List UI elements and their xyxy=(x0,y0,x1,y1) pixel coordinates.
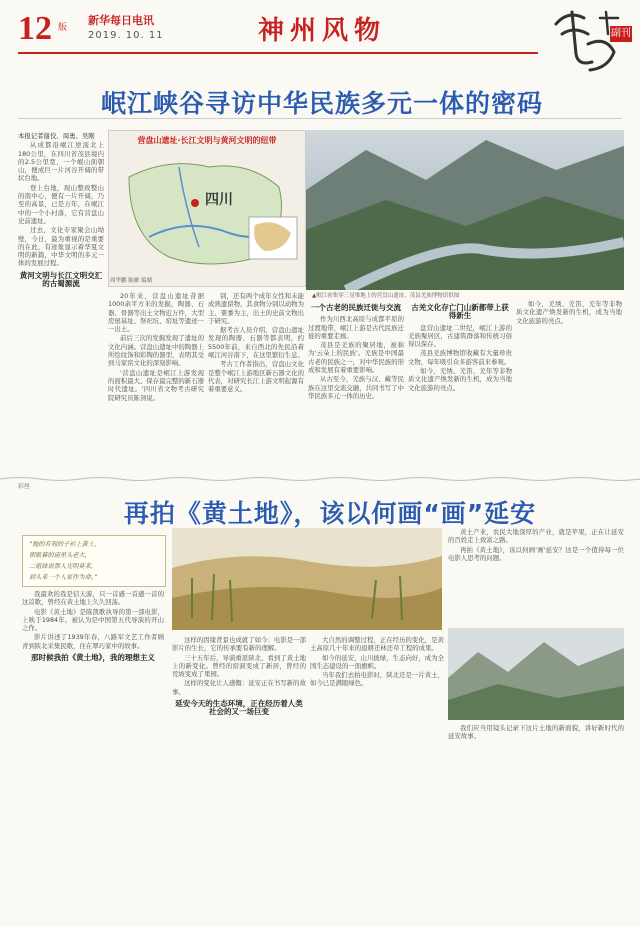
article2-column-3 xyxy=(310,636,444,920)
photo-caption: ▲岷江密集穿三星堆地上的营盘山遗址，茂县羌族博物馆供图 xyxy=(312,293,460,299)
article2-headline: 再拍《黄土地》，该以何画“画”延安 xyxy=(123,499,537,528)
loess-field-photo xyxy=(172,528,442,630)
mountain-photo xyxy=(448,628,624,720)
paragraph: 电影《黄土地》是陈凯歌执导的第一部电影，上映于1984年，被认为是中国第五代导演的开山之作。 xyxy=(22,607,164,633)
paragraph: 茂县是羌族的聚居地，被称为'云朵上的民族'。羌族是中国最古老的民族之一，对中华民族的形成和发展有着重要影响。 xyxy=(308,341,404,375)
article1-column-3 xyxy=(208,292,304,472)
paragraph: 如今，羌绣、羌笛、羌年等非物质文化遗产焕发新的生机，成为当地文化旅游的亮点。 xyxy=(516,300,622,325)
article2-byline: 彩丝 xyxy=(18,483,31,490)
publication-date: 2019. 10. 11 xyxy=(88,30,164,41)
article2-column-5 xyxy=(448,724,624,920)
article1-column-2 xyxy=(108,292,204,472)
paragraph: 别，还有两个成年女性和未能成熟遗留物，其食物分别以动物为主、粟黍为主，出土的史前文物出于研究。 xyxy=(208,292,304,325)
map-province-label: 四川 xyxy=(205,192,233,208)
paragraph: '营盘山遗址是岷江上游发现的面积最大、保存最完整的新石器时代遗址。'四川省文物考古研究院研究员陈剑说。 xyxy=(108,368,204,402)
map-title: 营盘山遗址·长江文明与黄河文明的纽带 xyxy=(137,136,277,145)
paragraph: 从成都沿岷江逆流北上180公里，在四川省茂县境内的2.5公里宽，一个岷山面朝山，便成巨一片河谷开阔的带状台地。 xyxy=(18,141,104,183)
paragraph: 从古至今，羌族与汉、藏等民族在这里交流交融，共同书写了中华民族多元一体的历史。 xyxy=(308,375,404,400)
paragraph: 据考古人员介绍，营盘山遗址发现的陶器、石器等都表明，约5500年前，来自西北的先民沿着岷江河谷南下，在这里繁衍生息。 xyxy=(208,326,304,360)
paragraph: 再拍《黄土地》，该以何画'画'延安？这是一个值得每一位电影人思考的问题。 xyxy=(448,545,624,562)
section-title: 神州风物 xyxy=(258,16,387,46)
supplement-badge: 副刊 xyxy=(610,26,632,42)
header-rule xyxy=(18,52,538,54)
article1-column-1 xyxy=(18,132,104,470)
poem-line: “抛的有刻的子衫上黄土， xyxy=(29,541,101,548)
paragraph: 大自然的调整过程，正在经历的变化，是黄土高原几十年来的退耕还林还草工程的成果。 xyxy=(310,636,444,653)
poem-box xyxy=(22,535,166,587)
article1-subhead-3: 古羌文化存亡门山新都带上获得新生 xyxy=(411,303,509,321)
article2-column-1 xyxy=(22,590,164,920)
poem-line: 到头来一个人家作为命。” xyxy=(29,574,98,581)
page-number-suffix: 版 xyxy=(58,23,68,33)
paragraph: 影片讲述了1939年春，八路军文艺工作者顾青到陕北采集民歌，住在翠巧家中的故事。 xyxy=(22,633,164,650)
paragraph: 如今的延安，山川披绿，生态向好，成为全国生态建设的一面旗帜。 xyxy=(310,653,444,670)
page-number: 12 xyxy=(18,10,52,47)
paragraph: 三十五年后，导演重返陕北，看到了黄土地上的新变化。曾经的窑洞变成了新居，曾经的荒坡变成了果园。 xyxy=(172,653,306,679)
article2-column-2 xyxy=(172,636,306,920)
article2-subhead-2: 延安今天的生态环境，正在经历着人类社会的又一场巨变 xyxy=(175,699,303,717)
article1-byline: 本报记者谢佼、周勇、吴刚 xyxy=(18,132,95,140)
paragraph: 我最欢的我是信天游，只一首感一首感一首的这首歌，曾经在黄土地上久久回荡。 xyxy=(22,590,164,607)
article1-column-4 xyxy=(308,300,404,472)
article1-column-5 xyxy=(408,300,512,472)
river-valley-photo xyxy=(306,130,624,290)
paragraph: 前后三次的发掘发现了遗址的文化内涵。营盘山遗址中的陶器上所绘纹饰和彩陶的器型，表明其受到马家窑文化的深刻影响。 xyxy=(108,334,204,368)
paragraph: 登上台地，现山整致整山的南中心，便有一片开阔，乃至的高景，已是万年，在岷江中的一个小村落，它有营盘山史前遗址。 xyxy=(18,183,104,225)
map-credit: 周华鹏 陈雁 编制 xyxy=(110,278,152,284)
paragraph: 如今，羌绣、羌笛、羌年等非物质文化遗产焕发新的生机，成为当地文化旅游的亮点。 xyxy=(408,367,512,392)
page-header xyxy=(0,0,640,58)
poem-line: 朝歌暮的庙里头老大， xyxy=(29,552,91,559)
paragraph: 这样的因缘背景也成就了如今：电影是一部影片的生长，它的传承要有新的理解。 xyxy=(172,636,306,653)
article1-subhead-2: 一个古老的民族迁徙与交流 xyxy=(311,303,401,312)
paragraph: 盘营山遗址二世纪，岷江上游的羌族聚居区，古建筑群落和传统习俗得以保存。 xyxy=(408,323,512,349)
paragraph: 黄土产业，农民大地深厚的产业，就是苹果，正在让延安的百姓走上致富之路。 xyxy=(448,528,624,545)
newspaper-name: 新华每日电讯 xyxy=(88,14,154,27)
article1-column-6 xyxy=(516,300,622,472)
paragraph: 考古工作者指出，营盘山文化是整个岷江上游地区新石器文化的代表，对研究长江上游文明起源有着重要意义。 xyxy=(208,360,304,394)
article2-subhead-1: 那时候我拍《黄土地》，我的理想主义 xyxy=(31,653,155,663)
article1-rule xyxy=(18,118,622,119)
paragraph: 20年来，营盘山遗址昔据1000余平方米的发掘，陶器、石器、骨器等出土文物近万件，大型房屋基址、祭祀坑、窑址等遗迹一一出土。 xyxy=(108,292,204,334)
paragraph: 我们应当用镜头记录下这片土地的新面貌，讲好新时代的延安故事。 xyxy=(448,724,624,741)
paragraph: 茂县羌族博物馆收藏有大量珍贵文物，每年吸引众多游客前来参观。 xyxy=(408,349,512,366)
paragraph: 过去，文化专家聚会山坳壁，今日，最为重视的是重要的在此，有迹象显示着华夏文明的新篇，中华文明的多元一体的发展过程。 xyxy=(18,226,104,268)
article1-headline: 岷江峡谷寻访中华民族多元一体的密码 xyxy=(100,89,543,118)
paragraph: 当年我们去拍电影时，陕北还是一片黄土，如今已是满眼绿色。 xyxy=(310,671,444,688)
poem-line: 二姐妹说那人光明莫来， xyxy=(29,563,98,570)
paragraph: 作为川西北高原与成都平原的过渡地带，岷江上游是古代民族迁徙的重要走廊。 xyxy=(308,315,404,340)
paragraph: 这样的变化让人感慨：延安正在书写新的故事。 xyxy=(172,679,306,696)
article2-column-4 xyxy=(448,528,624,624)
section-divider xyxy=(0,476,640,482)
map-graphic xyxy=(108,130,306,287)
article1-subhead-1: 黄河文明与长江文明交汇的古蜀源流 xyxy=(19,270,103,289)
